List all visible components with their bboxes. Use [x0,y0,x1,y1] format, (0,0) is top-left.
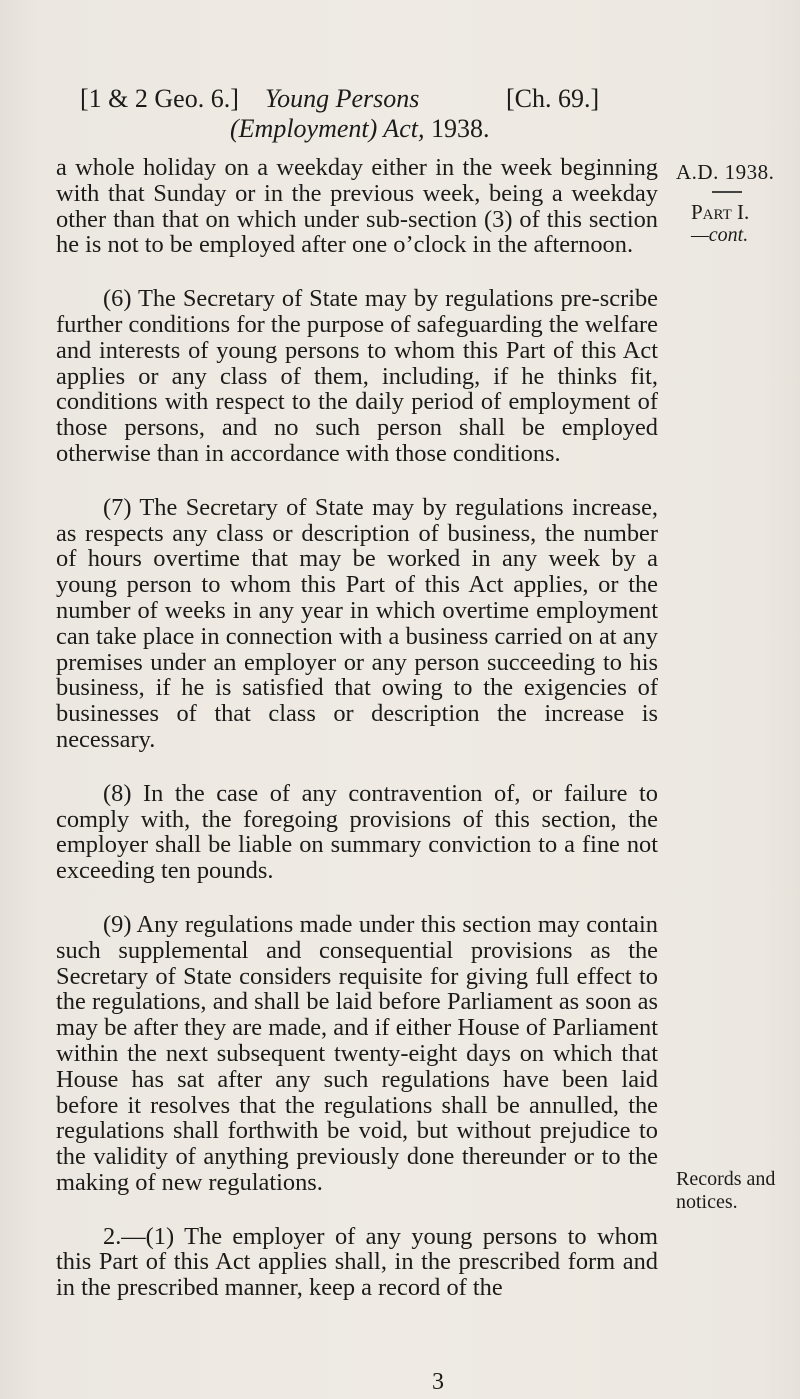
header-subtitle [230,114,489,144]
running-header [80,84,680,143]
margin-note-year [676,161,800,247]
margin-note-line-2: notices. [676,1191,738,1213]
margin-divider [712,191,742,193]
paragraph-continuation: a whole holiday on a weekday either in the week beginning with that Sunday or in the previous week, being a weekday other than that on which under sub-section (3) of this section he is not to be employed after one o’clock in the afternoon. [56,154,658,259]
margin-part: Part I. [691,200,750,224]
margin-note-line-1: Records and [676,1168,776,1190]
header-regnal-year: [1 & 2 Geo. 6.] [80,84,239,113]
margin-year: A.D. 1938. [676,160,775,184]
body-text [56,155,658,1301]
header-subtitle-text: (Employment) Act, [230,114,425,143]
header-act-title: Young Persons [265,84,420,113]
paragraph-subsection-9: (9) Any regulations made under this section may contain such supplemental and consequential provisions as the Secretary of State considers requisite for giving full effect to the regulations, and shall be laid before Parliament as soon as may be after they are made, and if either House of Parliament within the next subsequent twenty-eight days on which that House has sat after any such regulations have been laid before it resolves that the regulations shall be annulled, the regulations shall forthwith be void, but without prejudice to the validity of anything previously done thereunder or to the making of new regulations. [56,910,658,1196]
paragraph-section-2: 2.—(1) The employer of any young persons to whom this Part of this Act applies shall, in the prescribed form and in the prescribed manner, keep a record of the [56,1222,658,1302]
page-number: 3 [432,1369,444,1395]
margin-cont: —cont. [691,224,749,246]
paragraph-subsection-8: (8) In the case of any contravention of, or failure to comply with, the foregoing provisions of this section, the employer shall be liable on summary conviction to a fine not exceeding ten pounds. [56,779,658,885]
header-chapter: [Ch. 69.] [506,84,600,113]
header-year: 1938. [430,114,490,143]
paragraph-subsection-6: (6) The Secretary of State may by regulations pre-scribe further conditions for the purpose of safeguarding the welfare and interests of young persons to whom this Part of this Act applies or any class of them, including, if he thinks fit, conditions with respect to the daily period of employment of those persons, and no such person shall be employed otherwise than in accordance with those conditions. [56,285,658,467]
paragraph-subsection-7: (7) The Secretary of State may by regulations increase, as respects any class or description of business, the number of hours overtime that may be worked in any week by a young person to whom this Part of this Act applies, or the number of weeks in any year in which overtime employment can take place in connection with a business carried on at any premises under an employer or any person succeeding to his business, if he is satisfied that owing to the exigencies of businesses of that class or description the increase is necessary. [56,493,658,753]
margin-note-records [676,1168,800,1214]
